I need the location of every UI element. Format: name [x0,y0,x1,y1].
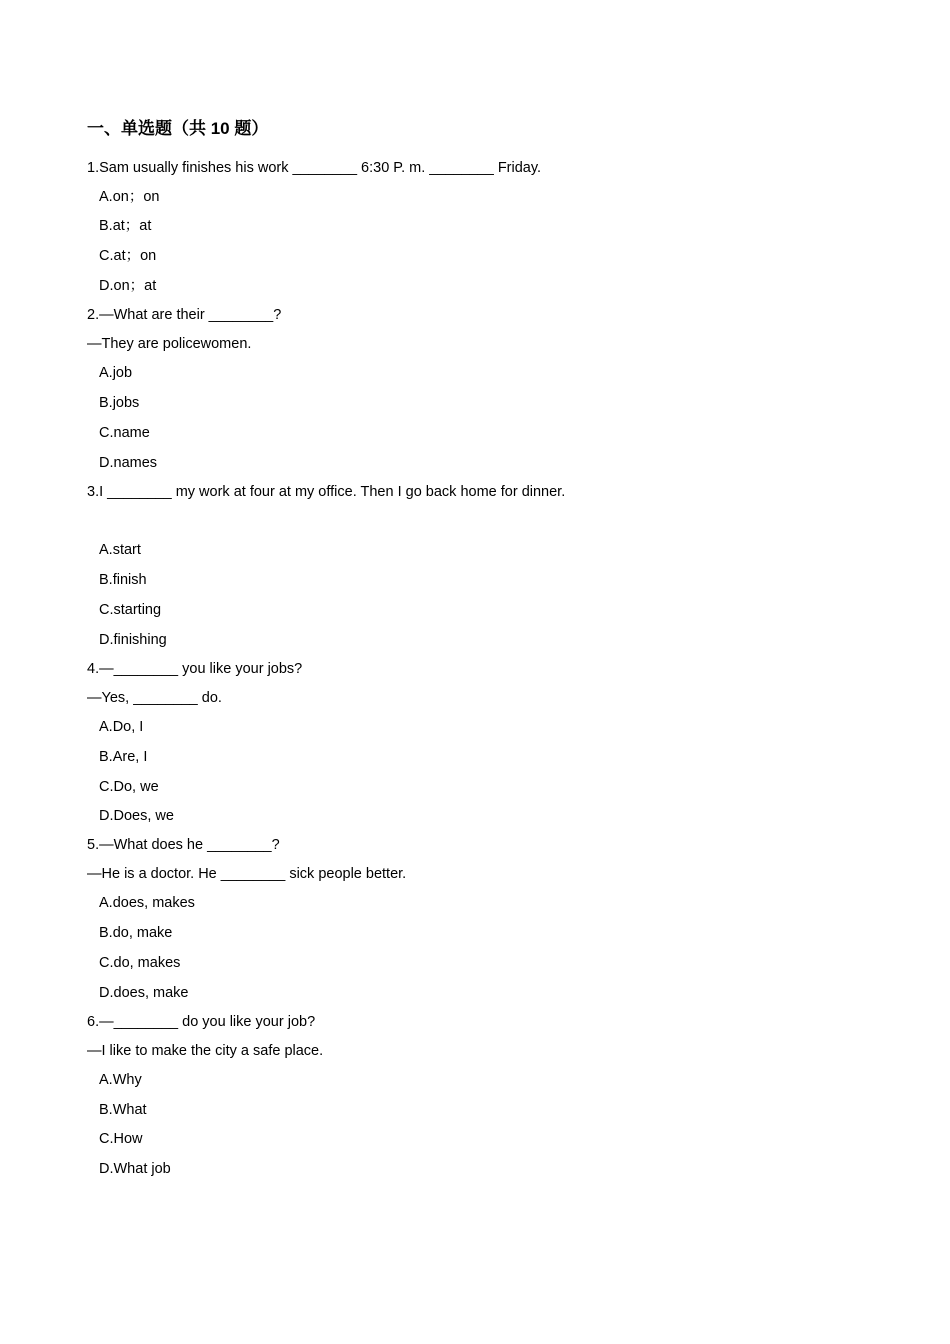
question-6-stem-answer: —I like to make the city a safe place. [87,1043,324,1059]
question-1-option-c: C.at；on [99,248,157,264]
question-5-stem: 5.—What does he ________? [87,837,280,853]
question-4-option-b: B.Are, I [99,749,148,765]
section-title: 一、单选题（共 10 题） [87,119,269,138]
question-1-option-a: A.on；on [99,189,160,205]
question-4-stem: 4.—________ you like your jobs? [87,661,303,677]
question-2-option-c: C.name [99,425,150,441]
question-3-option-d: D.finishing [99,632,167,648]
question-2-stem: 2.—What are their ________? [87,307,282,323]
question-6-option-b: B.What [99,1102,147,1118]
question-2-option-b: B.jobs [99,395,140,411]
question-6-option-c: C.How [99,1131,143,1147]
question-3-option-c: C.starting [99,602,162,618]
question-4-stem-answer: —Yes, ________ do. [87,690,222,706]
question-3-option-b: B.finish [99,572,147,588]
question-2-option-a: A.job [99,365,133,381]
question-3-stem: 3.I ________ my work at four at my office. Then I go back home for dinner. [87,484,566,500]
question-1-option-b: B.at；at [99,218,152,234]
question-5-stem-answer: —He is a doctor. He ________ sick people better. [87,866,407,882]
question-6-option-d: D.What job [99,1161,171,1177]
question-4-option-c: C.Do, we [99,779,159,795]
question-4-option-a: A.Do, I [99,719,144,735]
question-4-option-d: D.Does, we [99,808,174,824]
question-1-option-d: D.on；at [99,278,157,294]
question-2-stem-answer: —They are policewomen. [87,336,252,352]
question-5-option-d: D.does, make [99,985,189,1001]
question-3-option-a: A.start [99,542,141,558]
question-5-option-b: B.do, make [99,925,173,941]
question-6-option-a: A.Why [99,1072,142,1088]
question-1-stem: 1.Sam usually finishes his work ________ 6:30 P. m. ________ Friday. [87,160,542,176]
question-5-option-a: A.does, makes [99,895,195,911]
question-6-stem: 6.—________ do you like your job? [87,1014,316,1030]
question-2-option-d: D.names [99,455,158,471]
question-5-option-c: C.do, makes [99,955,181,971]
